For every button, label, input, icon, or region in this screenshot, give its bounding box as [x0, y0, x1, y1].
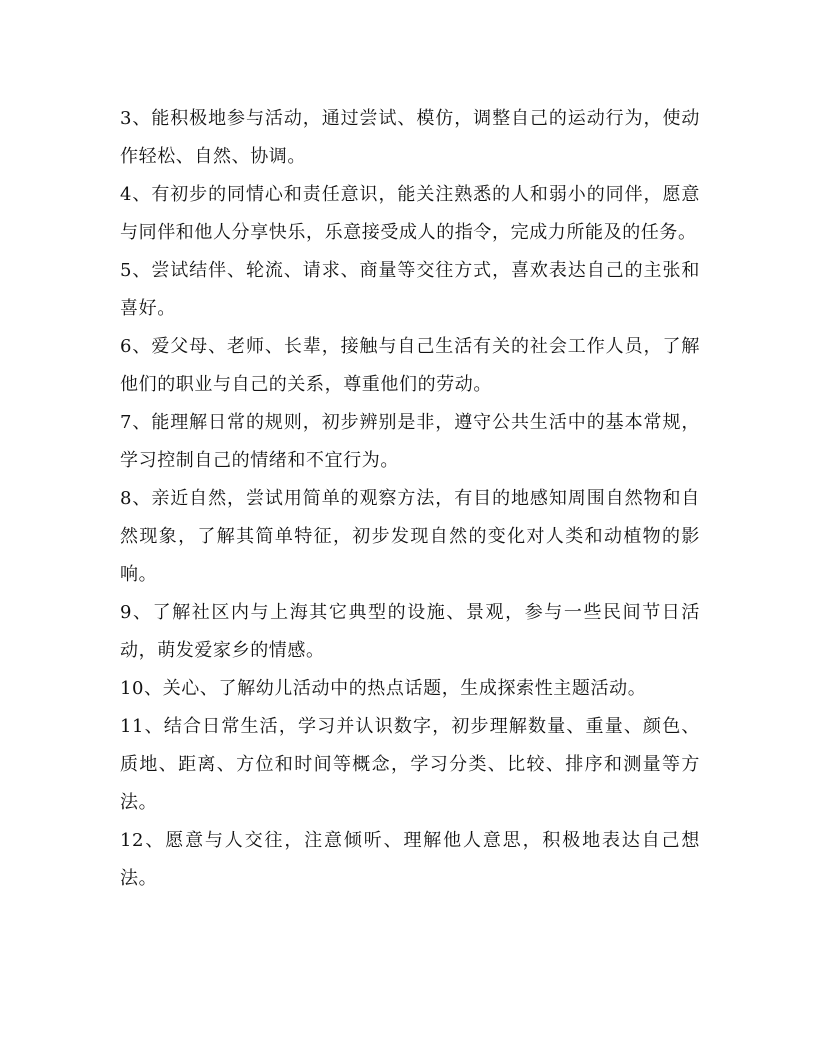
list-item: 5、尝试结伴、轮流、请求、商量等交往方式，喜欢表达自己的主张和喜好。 — [120, 260, 700, 319]
list-item: 11、结合日常生活，学习并认识数字，初步理解数量、重量、颜色、质地、距离、方位和时间等概念，学习分类、比较、排序和测量等方法。 — [120, 716, 700, 813]
list-item: 4、有初步的同情心和责任意识，能关注熟悉的人和弱小的同伴，愿意与同伴和他人分享快乐，乐意接受成人的指令，完成力所能及的任务。 — [120, 184, 700, 243]
list-item: 3、能积极地参与活动，通过尝试、模仿，调整自己的运动行为，使动作轻松、自然、协调。 — [120, 108, 700, 167]
list-item: 8、亲近自然，尝试用简单的观察方法，有目的地感知周围自然物和自然现象，了解其简单特征，初步发现自然的变化对人类和动植物的影响。 — [120, 488, 700, 585]
document-body — [120, 100, 700, 898]
list-item: 10、关心、了解幼儿活动中的热点话题，生成探索性主题活动。 — [120, 678, 647, 699]
list-item: 9、了解社区内与上海其它典型的设施、景观，参与一些民间节日活动，萌发爱家乡的情感。 — [120, 602, 700, 661]
list-item: 6、爱父母、老师、长辈，接触与自己生活有关的社会工作人员，了解他们的职业与自己的关系，尊重他们的劳动。 — [120, 336, 700, 395]
list-item: 12、愿意与人交往，注意倾听、理解他人意思，积极地表达自己想法。 — [120, 830, 700, 889]
list-item: 7、能理解日常的规则，初步辨别是非，遵守公共生活中的基本常规，学习控制自己的情绪和不宜行为。 — [120, 412, 700, 471]
